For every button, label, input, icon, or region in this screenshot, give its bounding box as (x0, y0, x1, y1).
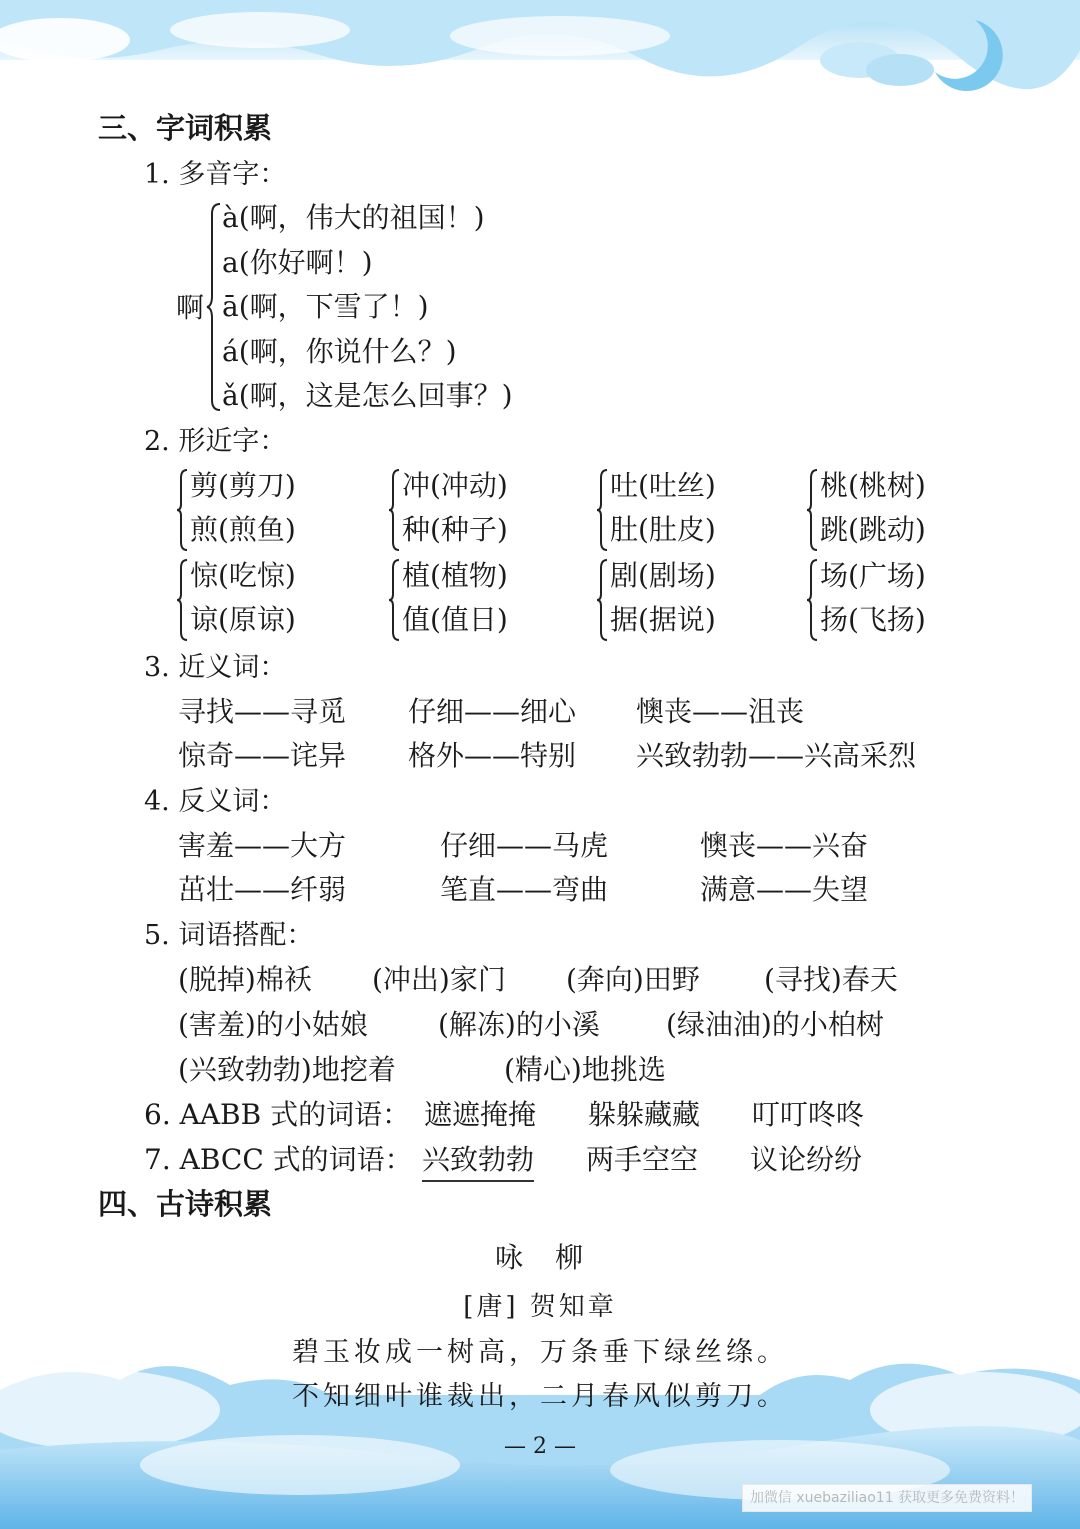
synonym-item: 惊奇——诧异 (178, 739, 347, 772)
collocation-item: (冲出)家门 (372, 963, 506, 996)
antonym-item: 仔细——马虎 (440, 829, 609, 862)
brace-icon (176, 468, 188, 552)
collocation-item: (脱掉)棉袄 (178, 963, 312, 996)
antonym-item: 懊丧——兴奋 (700, 829, 869, 862)
aabb-word: 遮遮掩掩 (424, 1098, 537, 1131)
polyphone-item: à(啊，伟大的祖国！) (222, 201, 485, 234)
polyphone-item: ā(啊，下雪了！) (222, 290, 429, 323)
collocation-item: (解冻)的小溪 (438, 1008, 600, 1041)
brace-icon (388, 558, 400, 642)
top-sky-decoration (0, 0, 1080, 110)
polyphone-item: á(啊，你说什么？) (222, 335, 457, 368)
page-number: — 2 — (504, 1434, 576, 1459)
polyphone-item: ǎ(啊，这是怎么回事？) (222, 379, 513, 412)
antonym-item: 害羞——大方 (178, 829, 347, 862)
synonym-item: 懊丧——沮丧 (636, 695, 805, 728)
collocation-item: (兴致勃勃)地挖着 (178, 1053, 396, 1086)
polyphone-char: 啊 (176, 291, 205, 324)
poem-line: 碧玉妆成一树高，万条垂下绿丝绦。 (292, 1337, 788, 1368)
brace-icon (806, 468, 818, 552)
polyphone-item: a(你好啊！) (222, 246, 373, 279)
aabb-word: 叮叮咚咚 (752, 1098, 865, 1131)
poem-line: 不知细叶谁裁出，二月春风似剪刀。 (292, 1381, 788, 1412)
abcc-label: 7. ABCC 式的词语： (144, 1143, 413, 1176)
poem-title: 咏 柳 (494, 1241, 585, 1274)
section-title-vocab: 三、字词积累 (98, 111, 273, 145)
synonyms-label: 3. 近义词： (144, 652, 287, 683)
synonym-item: 兴致勃勃——兴高采烈 (636, 739, 917, 772)
collocation-item: (绿油油)的小柏树 (666, 1008, 884, 1041)
synonym-item: 仔细——细心 (408, 695, 577, 728)
collocation-item: (奔向)田野 (566, 963, 700, 996)
synonym-item: 格外——特别 (408, 739, 577, 772)
polyphone-label: 1. 多音字： (144, 159, 287, 190)
brace-icon (388, 468, 400, 552)
antonyms-label: 4. 反义词： (144, 786, 287, 817)
abcc-word: 两手空空 (586, 1143, 699, 1176)
brace-icon (806, 558, 818, 642)
similar-chars-label: 2. 形近字： (144, 426, 287, 457)
abcc-word: 议论纷纷 (750, 1143, 863, 1176)
brace-icon (206, 202, 222, 412)
watermark: 加微信 xuebaziliao11 获取更多免费资料！ (742, 1484, 1032, 1512)
antonym-item: 茁壮——纤弱 (178, 873, 347, 906)
antonym-item: 笔直——弯曲 (440, 873, 609, 906)
brace-icon (596, 468, 608, 552)
poem-author: [唐] 贺知章 (463, 1292, 617, 1322)
collocation-item: (精心)地挑选 (504, 1053, 666, 1086)
collocation-item: (害羞)的小姑娘 (178, 1008, 368, 1041)
collocation-label: 5. 词语搭配： (144, 920, 314, 951)
brace-icon (596, 558, 608, 642)
aabb-label: 6. AABB 式的词语： (144, 1098, 411, 1131)
abcc-word: 兴致勃勃 (422, 1138, 534, 1182)
antonym-item: 满意——失望 (700, 873, 869, 906)
collocation-item: (寻找)春天 (764, 963, 898, 996)
aabb-word: 躲躲藏藏 (588, 1098, 701, 1131)
synonym-item: 寻找——寻觅 (178, 695, 347, 728)
section-title-poetry: 四、古诗积累 (98, 1187, 273, 1221)
brace-icon (176, 558, 188, 642)
